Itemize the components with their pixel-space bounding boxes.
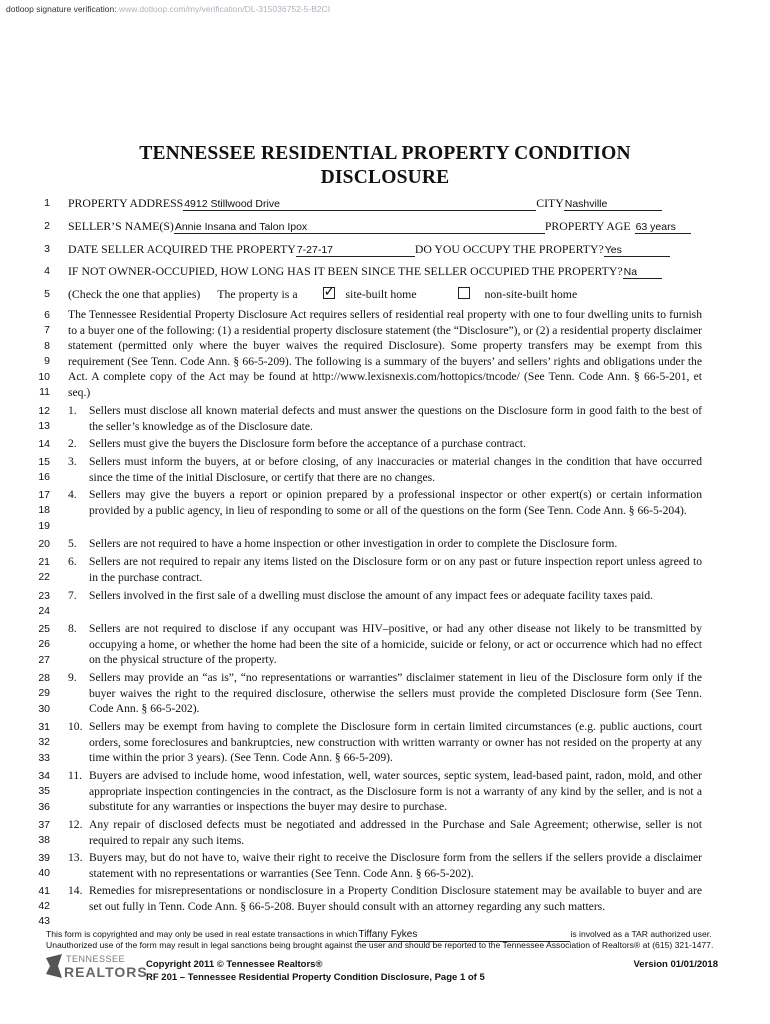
item-number: 10. xyxy=(68,720,83,733)
line-number: 38 xyxy=(38,834,50,846)
list-item xyxy=(68,719,702,766)
line-number: 15 xyxy=(38,456,50,468)
list-item xyxy=(68,621,702,668)
occupy-field[interactable]: Yes xyxy=(604,244,670,257)
line-number: 18 xyxy=(38,504,50,516)
list-item xyxy=(68,588,702,604)
item-text: Sellers are not required to repair any items listed on the Disclosure form or on any past or future inspection report unless agreed to in the purchase contract. xyxy=(89,555,702,584)
line-number: 8 xyxy=(44,340,50,352)
list-item xyxy=(68,883,702,914)
item-text: Sellers may be exempt from having to complete the Disclosure form in certain limited circumstances (e.g. public auctions, court orders, some foreclosures and bankruptcies, new construction with written warranty or owner has not resided on the property at any time within the prior 3 years). (See Tenn. Code Ann. § 66-5-209). xyxy=(89,720,702,765)
line-number: 42 xyxy=(38,900,50,912)
property-age-field[interactable]: 63 years xyxy=(635,221,691,234)
item-number: 3. xyxy=(68,455,77,468)
item-text: Buyers are advised to include home, wood infestation, well, water sources, septic system, lead-based paint, radon, mold, and other appropriate inspection contingencies in the contract, as the Disclosure form is not a warranty of any kind by the seller, and is not a substitute for any warranties or inspections the buyer may desire to purchase. xyxy=(89,769,702,814)
property-type-row xyxy=(68,287,577,302)
line-number: 6 xyxy=(44,309,50,321)
item-number: 5. xyxy=(68,537,77,550)
line-number: 4 xyxy=(44,265,50,277)
list-item xyxy=(68,850,702,881)
line-number: 27 xyxy=(38,654,50,666)
non-site-built-checkbox[interactable] xyxy=(458,287,470,299)
line-number: 13 xyxy=(38,420,50,432)
line-number: 40 xyxy=(38,867,50,879)
item-number: 11. xyxy=(68,769,83,782)
item-number: 4. xyxy=(68,488,77,501)
city-label: CITY xyxy=(536,196,564,210)
list-item xyxy=(68,768,702,815)
line-number: 19 xyxy=(38,520,50,532)
line-number: 32 xyxy=(38,736,50,748)
list-item xyxy=(68,817,702,848)
item-text: Sellers may give the buyers a report or opinion prepared by a professional inspector or other expert(s) or certain information provided by a public agency, in lieu of responding to some or all of the questions on the form (See Tenn. Code Ann. § 66-5-204). xyxy=(89,488,702,517)
line-number: 9 xyxy=(44,355,50,367)
line-number: 24 xyxy=(38,605,50,617)
line-number: 39 xyxy=(38,852,50,864)
line-number: 28 xyxy=(38,672,50,684)
logo-top-text: TENNESSEE xyxy=(66,954,126,964)
line-number: 35 xyxy=(38,785,50,797)
tennessee-realtors-logo xyxy=(44,950,148,982)
signature-verification xyxy=(6,4,330,14)
site-built-checkbox[interactable] xyxy=(323,287,335,299)
item-text: Sellers are not required to have a home inspection or other investigation in order to complete the Disclosure form. xyxy=(89,537,618,550)
acquired-date-row xyxy=(68,242,670,257)
item-text: Remedies for misrepresentations or nondisclosure in a Property Condition Disclosure statement may be available to buyer and are set out fully in Tenn. Code Ann. § 66-5-208. Buyer should consult with an attorney regarding any such matters. xyxy=(89,884,702,913)
line-number: 23 xyxy=(38,590,50,602)
item-text: Buyers may, but do not have to, waive their right to receive the Disclosure form from the sellers if the sellers provide a disclaimer statement with no representations or warranties (See Tenn. Code Ann. § 66-5-202). xyxy=(89,851,702,880)
line-number: 3 xyxy=(44,243,50,255)
intro-paragraph: The Tennessee Residential Property Disclosure Act requires sellers of residential real property with one to four dwelling units to furnish to a buyer one of the following: (1) a residential property disclosure statement (the “Disclosure”), or (2) a residential property disclaimer statement (permitted only where the buyer waives the required Disclosure). Some property transfers may be exempt from this requirement (See Tenn. Code Ann. § 66-5-209). The following is a summary of the buyers’ and sellers’ rights and obligations under the Act. A complete copy of the Act may be found at http://www.lexisnexis.com/hottopics/tncode/ (See Tenn. Code Ann. § 66-5-201, et seq.) xyxy=(68,308,702,399)
item-number: 2. xyxy=(68,437,77,450)
line-number: 5 xyxy=(44,288,50,300)
item-text: Sellers must inform the buyers, at or before closing, of any inaccuracies or material changes in the condition that have occurred since the time of the initial Disclosure, or certify that there are no changes. xyxy=(89,455,702,484)
seller-label: SELLER’S NAME(S) xyxy=(68,219,174,233)
item-number: 7. xyxy=(68,589,77,602)
line-number: 2 xyxy=(44,220,50,232)
line-number: 21 xyxy=(38,556,50,568)
item-text: Sellers must disclose all known material defects and must answer the questions on the Disclosure form in good faith to the best of the seller’s knowledge as of the Disclosure date. xyxy=(89,404,702,433)
realtors-emblem-icon xyxy=(44,952,64,980)
list-item xyxy=(68,487,702,518)
item-number: 9. xyxy=(68,671,77,684)
item-number: 13. xyxy=(68,851,83,864)
property-address-row xyxy=(68,196,662,211)
line-number: 16 xyxy=(38,471,50,483)
item-text: Sellers involved in the first sale of a dwelling must disclose the amount of any impact fees or adequate facility taxes paid. xyxy=(89,589,654,602)
document-title-line-1: TENNESSEE RESIDENTIAL PROPERTY CONDITION xyxy=(139,143,631,164)
document-title-line-2: DISCLOSURE xyxy=(320,167,450,188)
item-number: 1. xyxy=(68,404,77,417)
copyright-line: Copyright 2011 © Tennessee Realtors® xyxy=(146,959,323,970)
line-number: 7 xyxy=(44,324,50,336)
seller-name-row xyxy=(68,219,691,234)
line-number: 26 xyxy=(38,638,50,650)
list-item xyxy=(68,554,702,585)
occupy-label: DO YOU OCCUPY THE PROPERTY? xyxy=(414,242,604,256)
item-number: 8. xyxy=(68,622,77,635)
item-number: 14. xyxy=(68,884,83,897)
notice-text: This form is copyrighted and may only be used in real estate transactions in which xyxy=(46,929,358,939)
acquired-label: DATE SELLER ACQUIRED THE PROPERTY xyxy=(68,242,296,256)
site-built-label: site-built home xyxy=(345,287,417,301)
not-occupied-row xyxy=(68,264,662,279)
non-site-built-label: non-site-built home xyxy=(484,287,578,301)
item-text: Any repair of disclosed defects must be negotiated and addressed in the Purchase and Sale Agreement; otherwise, seller is not required to repair any such items. xyxy=(89,818,702,847)
line-number: 37 xyxy=(38,819,50,831)
line-number: 11 xyxy=(39,386,50,398)
list-item xyxy=(68,403,702,434)
form-version: Version 01/01/2018 xyxy=(633,959,718,970)
seller-name-field[interactable]: Annie Insana and Talon Ipox xyxy=(174,221,545,234)
notice-text-end: is involved as a TAR authorized user. xyxy=(570,929,712,939)
line-number: 20 xyxy=(38,538,50,550)
verification-label: dotloop signature verification: xyxy=(6,4,117,14)
address-label: PROPERTY ADDRESS xyxy=(68,196,184,210)
logo-bottom-text: REALTORS xyxy=(64,964,148,980)
licensee-field[interactable]: Tiffany Fykes xyxy=(357,929,570,942)
list-item xyxy=(68,670,702,717)
line-number: 41 xyxy=(38,885,50,897)
item-number: 6. xyxy=(68,555,77,568)
line-number: 30 xyxy=(38,703,50,715)
item-text: Sellers are not required to disclose if any occupant was HIV–positive, or had any other disease not likely to be transmitted by occupying a home, or whether the home had been the site of a homicide, suicide or felony, or act or occurrence which had no effect on the physical structure of the property. xyxy=(89,622,702,667)
verification-url[interactable]: www.dotloop.com/my/verification/DL-315036752-5-B2CI xyxy=(118,4,331,14)
how-long-label: IF NOT OWNER-OCCUPIED, HOW LONG HAS IT BEEN SINCE THE SELLER OCCUPIED THE PROPERTY? xyxy=(68,264,623,278)
line-number: 34 xyxy=(38,770,50,782)
city-field[interactable]: Nashville xyxy=(564,198,662,211)
line-number: 10 xyxy=(38,371,50,383)
copyright-notice-line-2: Unauthorized use of the form may result in legal sanctions being brought against the user and should be reported to the Tennessee Association of Realtors® at (615) 321-1477. xyxy=(46,940,714,950)
line-number: 12 xyxy=(38,405,50,417)
list-item xyxy=(68,454,702,485)
item-text: Sellers may provide an “as is”, “no representations or warranties” disclaimer statement in lieu of the Disclosure form only if the buyer waives the right to the required disclosure, otherwise the sellers must provide the completed Disclosure form (See Tenn. Code Ann. § 66-5-202). xyxy=(89,671,702,716)
line-number: 31 xyxy=(38,721,50,733)
check-instruction: (Check the one that applies) xyxy=(68,287,201,301)
address-field[interactable]: 4912 Stillwood Drive xyxy=(183,198,536,211)
line-number: 22 xyxy=(38,571,50,583)
how-long-field[interactable]: Na xyxy=(623,266,662,279)
list-item xyxy=(68,536,702,552)
line-number: 25 xyxy=(38,623,50,635)
item-text: Sellers must give the buyers the Disclosure form before the acceptance of a purchase contract. xyxy=(89,437,526,450)
line-number: 29 xyxy=(38,687,50,699)
list-item xyxy=(68,436,702,452)
line-number: 36 xyxy=(38,801,50,813)
form-identifier: RF 201 – Tennessee Residential Property Condition Disclosure, Page 1 of 5 xyxy=(146,972,485,983)
item-number: 12. xyxy=(68,818,83,831)
property-is-label: The property is a xyxy=(217,287,298,301)
line-number: 43 xyxy=(38,915,50,927)
acquired-date-field[interactable]: 7-27-17 xyxy=(296,244,415,257)
line-number: 33 xyxy=(38,752,50,764)
line-number: 14 xyxy=(38,438,50,450)
line-number: 1 xyxy=(44,197,50,209)
property-age-label: PROPERTY AGE xyxy=(544,219,631,233)
line-number: 17 xyxy=(38,489,50,501)
